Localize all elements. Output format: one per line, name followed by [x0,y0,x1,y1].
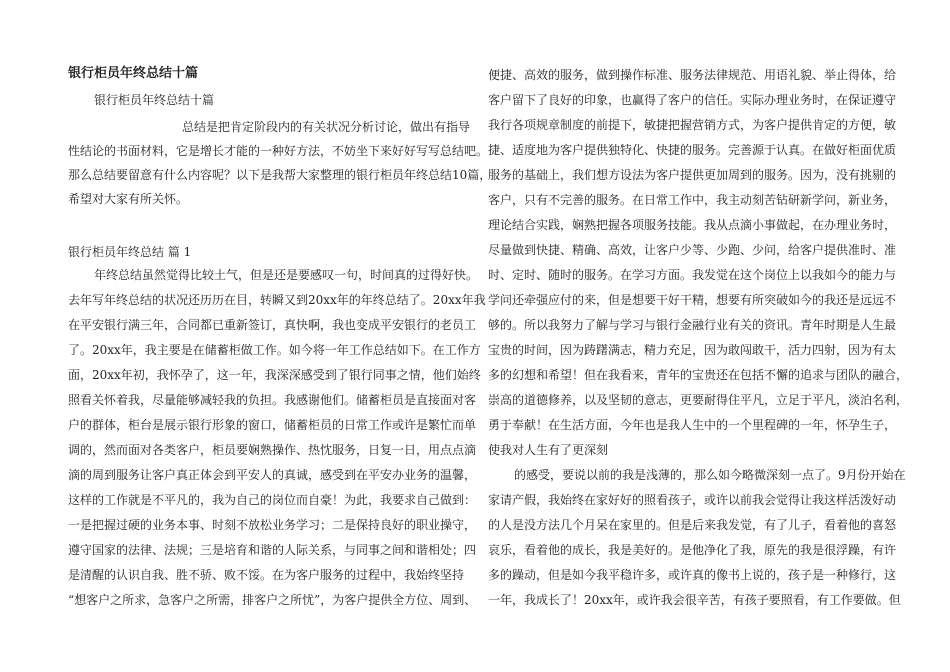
document-title: 银行柜员年终总结十篇 [68,66,199,81]
body-line: 够的。所以我努力了解与学习与银行金融行业有关的资讯。青年时期是人生最 [488,318,897,332]
body-line: 服务的基础上，我们想方设法为客户提供更加周到的服务。因为，没有挑剔的 [488,168,897,182]
body-line: 便捷、高效的服务，做到操作标准、服务法律规范、用语礼貌、举止得体，给 [488,68,897,82]
body-line: 客户留下了良好的印象，也赢得了客户的信任。实际办理业务时，在保证遵守 [488,93,897,107]
body-line: 使我对人生有了更深刻 [488,443,609,457]
body-line: 学问还牵强应付的来，但是想要干好干精，想要有所突破如今的我还是远远不 [488,293,897,307]
body-line: 照看关怀着我，尽量能够减轻我的负担。我感谢他们。储蓄柜员是直接面对客 [68,393,477,407]
body-line: 的感受，要说以前的我是浅薄的，那么如今略微深刻一点了。9月份开始在 [514,468,906,482]
body-line: 滴的周到服务让客户真正体会到平安人的真诚，感受到在平安办业务的温馨， [68,468,477,482]
body-line: 我行各项规章制度的前提下，敏捷把握营销方式，为客户提供肯定的方便，敏 [488,118,897,132]
body-line: 是清醒的认识自我、胜不骄、败不馁。在为客户服务的过程中，我始终坚持 [68,568,465,582]
section-heading: 银行柜员年终总结 篇 1 [68,245,192,259]
body-line: 的人是没方法几个月呆在家里的。但是后来我发觉，有了儿子，看着他的喜怒 [488,518,897,532]
body-line: 理论结合实践，娴熟把握各项服务技能。我从点滴小事做起，在办理业务时， [488,218,897,232]
body-line: 宝贵的时间，因为踌躇满志，精力充足，因为敢闯敢干，活力四射，因为有太 [488,343,897,357]
body-line: 勇于奉献！在生活方面，今年也是我人生中的一个里程碑的一年，怀孕生子， [488,418,897,432]
body-line: 尽量做到快捷、精确、高效，让客户少等、少跑、少问，给客户提供准时、准 [488,243,897,257]
body-line: 这样的工作就是不平凡的，我为自己的岗位而自豪！为此，我要求自己做到： [68,493,477,507]
body-line: 一是把握过硬的业务本事、时刻不放松业务学习；二是保持良好的职业操守， [68,518,477,532]
body-line: 崇高的道德修养，以及坚韧的意志，更要耐得住平凡，立足于平凡，淡泊名利， [488,393,909,407]
body-line: 调的，然而面对各类客户，柜员要娴熟操作、热忱服务，日复一日，用点点滴 [68,443,477,457]
body-line: 遵守国家的法律、法规；三是培育和谐的人际关系，与同事之间和谐相处；四 [68,543,477,557]
intro-line: 性结论的书面材料，它是增长才能的一种好方法，不妨坐下来好好写写总结吧。 [68,144,489,158]
body-line: “想客户之所求，急客户之所需，排客户之所忧”，为客户提供全方位、周到、 [68,593,477,607]
body-line: 年终总结虽然觉得比较土气，但是还是要感叹一句，时间真的过得好快。 [94,268,479,282]
body-line: 哀乐，看着他的成长，我是美好的。是他净化了我，原先的我是很浮躁，有许 [488,543,897,557]
body-line: 了。20xx年，我主要是在储蓄柜做工作。如今将一年工作总结如下。在工作方 [68,343,481,357]
body-line: 多的幻想和希望！但在我看来，青年的宝贵还在包括不懈的追求与团队的融合， [488,368,909,382]
intro-line: 总结是把肯定阶段内的有关状况分析讨论，做出有指导 [182,120,471,134]
body-line: 时、定时、随时的服务。在学习方面。我发觉在这个岗位上以我如今的能力与 [488,268,897,282]
body-line: 多的躁动，但是如今我平稳许多，或许真的像书上说的，孩子是一种修行，这 [488,568,897,582]
body-line: 户的群体，柜台是展示银行形象的窗口，储蓄柜员的日常工作或许是繁忙而单 [68,418,477,432]
body-line: 捷、适度地为客户提供独特化、快捷的服务。完善源于认真。在做好柜面优质 [488,143,897,157]
intro-line: 那么总结要留意有什么内容呢？以下是我帮大家整理的银行柜员年终总结10篇， [68,168,492,182]
body-line: 家请产假，我始终在家好好的照看孩子，或许以前我会觉得让我这样活泼好动 [488,493,897,507]
body-line: 一年，我成长了！20xx年，或许我会很辛苦，有孩子要照看，有工作要做。但 [488,593,901,607]
body-line: 去年写年终总结的状况还历历在目，转瞬又到20xx年的年终总结了。20xx年我 [68,293,486,307]
body-line: 客户，只有不完善的服务。在日常工作中，我主动刻苦钻研新学问，新业务， [488,193,897,207]
intro-line: 希望对大家有所关怀。 [68,192,189,206]
body-line: 面，20xx年初，我怀孕了，这一年，我深深感受到了银行同事之情，他们始终 [68,368,481,382]
document-subtitle: 银行柜员年终总结十篇 [94,93,215,107]
body-line: 在平安银行满三年，合同都已重新签订，真快啊，我也变成平安银行的老员工 [68,318,477,332]
